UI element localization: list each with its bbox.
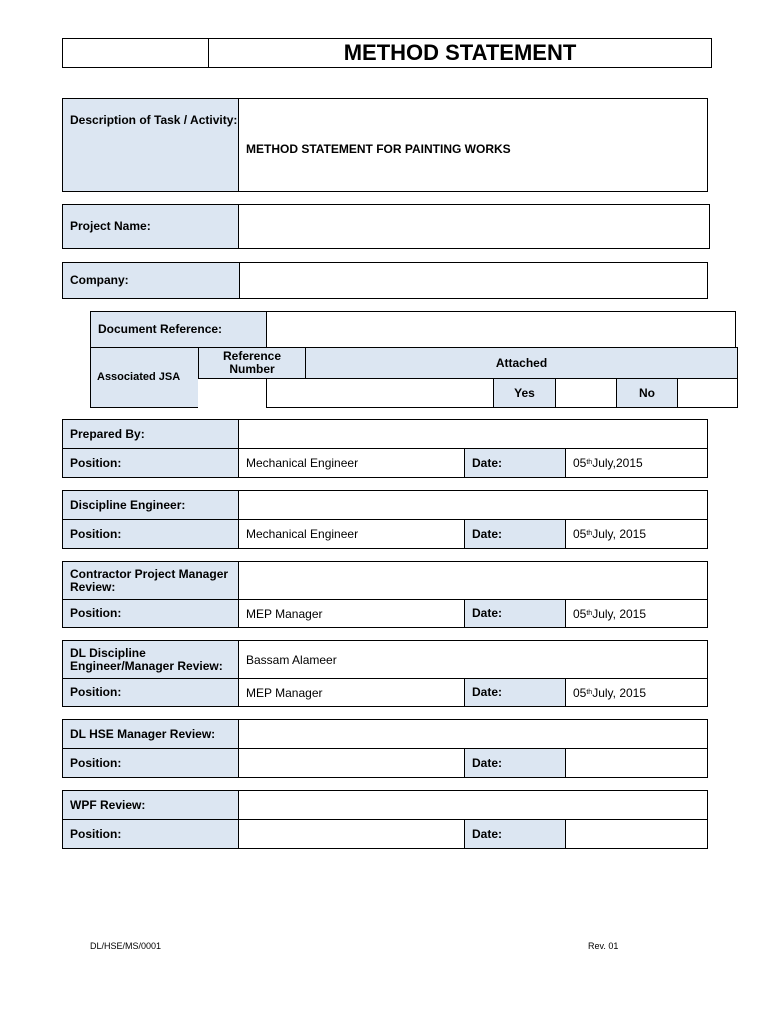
no-checkbox-cell[interactable] [678, 379, 737, 407]
yes-label: Yes [494, 379, 555, 407]
position-label: Position: [63, 520, 238, 548]
section-dl-discipline-review [62, 640, 708, 707]
section-discipline-engineer [62, 490, 708, 549]
position-label: Position: [63, 600, 238, 627]
date-field[interactable]: 05 th July,2015 [573, 456, 643, 470]
section-label: Contractor Project Manager Review: [63, 562, 238, 599]
date-label: Date: [465, 679, 565, 706]
section-label: Discipline Engineer: [63, 491, 238, 519]
section-dl-hse-review [62, 719, 708, 778]
jsa-label: Associated JSA [91, 348, 198, 407]
ref-number-field[interactable] [267, 379, 493, 407]
section-label: DL HSE Manager Review: [63, 720, 238, 748]
position-field[interactable] [239, 820, 464, 848]
docref-block [90, 311, 738, 408]
project-name-field[interactable] [239, 205, 709, 248]
attached-label: Attached [306, 348, 737, 378]
date-label: Date: [465, 820, 565, 848]
section-label: Prepared By: [63, 420, 238, 448]
position-label: Position: [63, 679, 238, 706]
date-field[interactable] [566, 820, 707, 848]
task-value: METHOD STATEMENT FOR PAINTING WORKS [246, 142, 511, 156]
date-label: Date: [465, 600, 565, 627]
position-field[interactable]: Mechanical Engineer [246, 527, 359, 541]
position-field[interactable]: Mechanical Engineer [246, 456, 359, 470]
position-label: Position: [63, 749, 238, 777]
date-label: Date: [465, 520, 565, 548]
section-prepared-by [62, 419, 708, 478]
position-label: Position: [63, 449, 238, 477]
company-box [62, 262, 708, 299]
date-field[interactable]: 05 th July, 2015 [573, 606, 647, 621]
date-field[interactable]: 05 th July, 2015 [573, 527, 647, 541]
ref-number-label: Reference Number [199, 348, 305, 378]
company-field[interactable] [240, 263, 707, 298]
no-label: No [617, 379, 677, 407]
section-label: DL Discipline Engineer/Manager Review: [63, 641, 238, 678]
date-field[interactable] [566, 749, 707, 777]
section-wpf-review [62, 790, 708, 849]
section-contractor-pm-review [62, 561, 708, 628]
docref-field[interactable] [267, 312, 735, 347]
position-field[interactable] [239, 749, 464, 777]
position-field[interactable]: MEP Manager [246, 685, 323, 700]
docref-label: Document Reference: [91, 312, 266, 347]
position-field[interactable]: MEP Manager [246, 606, 323, 621]
task-box [62, 98, 708, 192]
name-field[interactable] [239, 791, 707, 819]
footer-doc-code: DL/HSE/MS/0001 [90, 941, 162, 951]
name-field[interactable] [239, 720, 707, 748]
date-label: Date: [465, 749, 565, 777]
name-field[interactable]: Bassam Alameer [246, 652, 337, 667]
name-field[interactable] [239, 562, 707, 599]
date-field[interactable]: 05 th July, 2015 [573, 685, 647, 700]
project-label: Project Name: [63, 205, 238, 248]
task-label: Description of Task / Activity: [63, 99, 238, 191]
name-field[interactable] [239, 491, 707, 519]
project-box [62, 204, 710, 249]
page-title: METHOD STATEMENT [343, 40, 577, 65]
name-field[interactable] [239, 420, 707, 448]
date-label: Date: [465, 449, 565, 477]
company-label: Company: [63, 263, 239, 298]
title-box [62, 38, 712, 68]
yes-checkbox-cell[interactable] [556, 379, 616, 407]
footer-revision: Rev. 01 [588, 941, 619, 951]
section-label: WPF Review: [63, 791, 238, 819]
position-label: Position: [63, 820, 238, 848]
